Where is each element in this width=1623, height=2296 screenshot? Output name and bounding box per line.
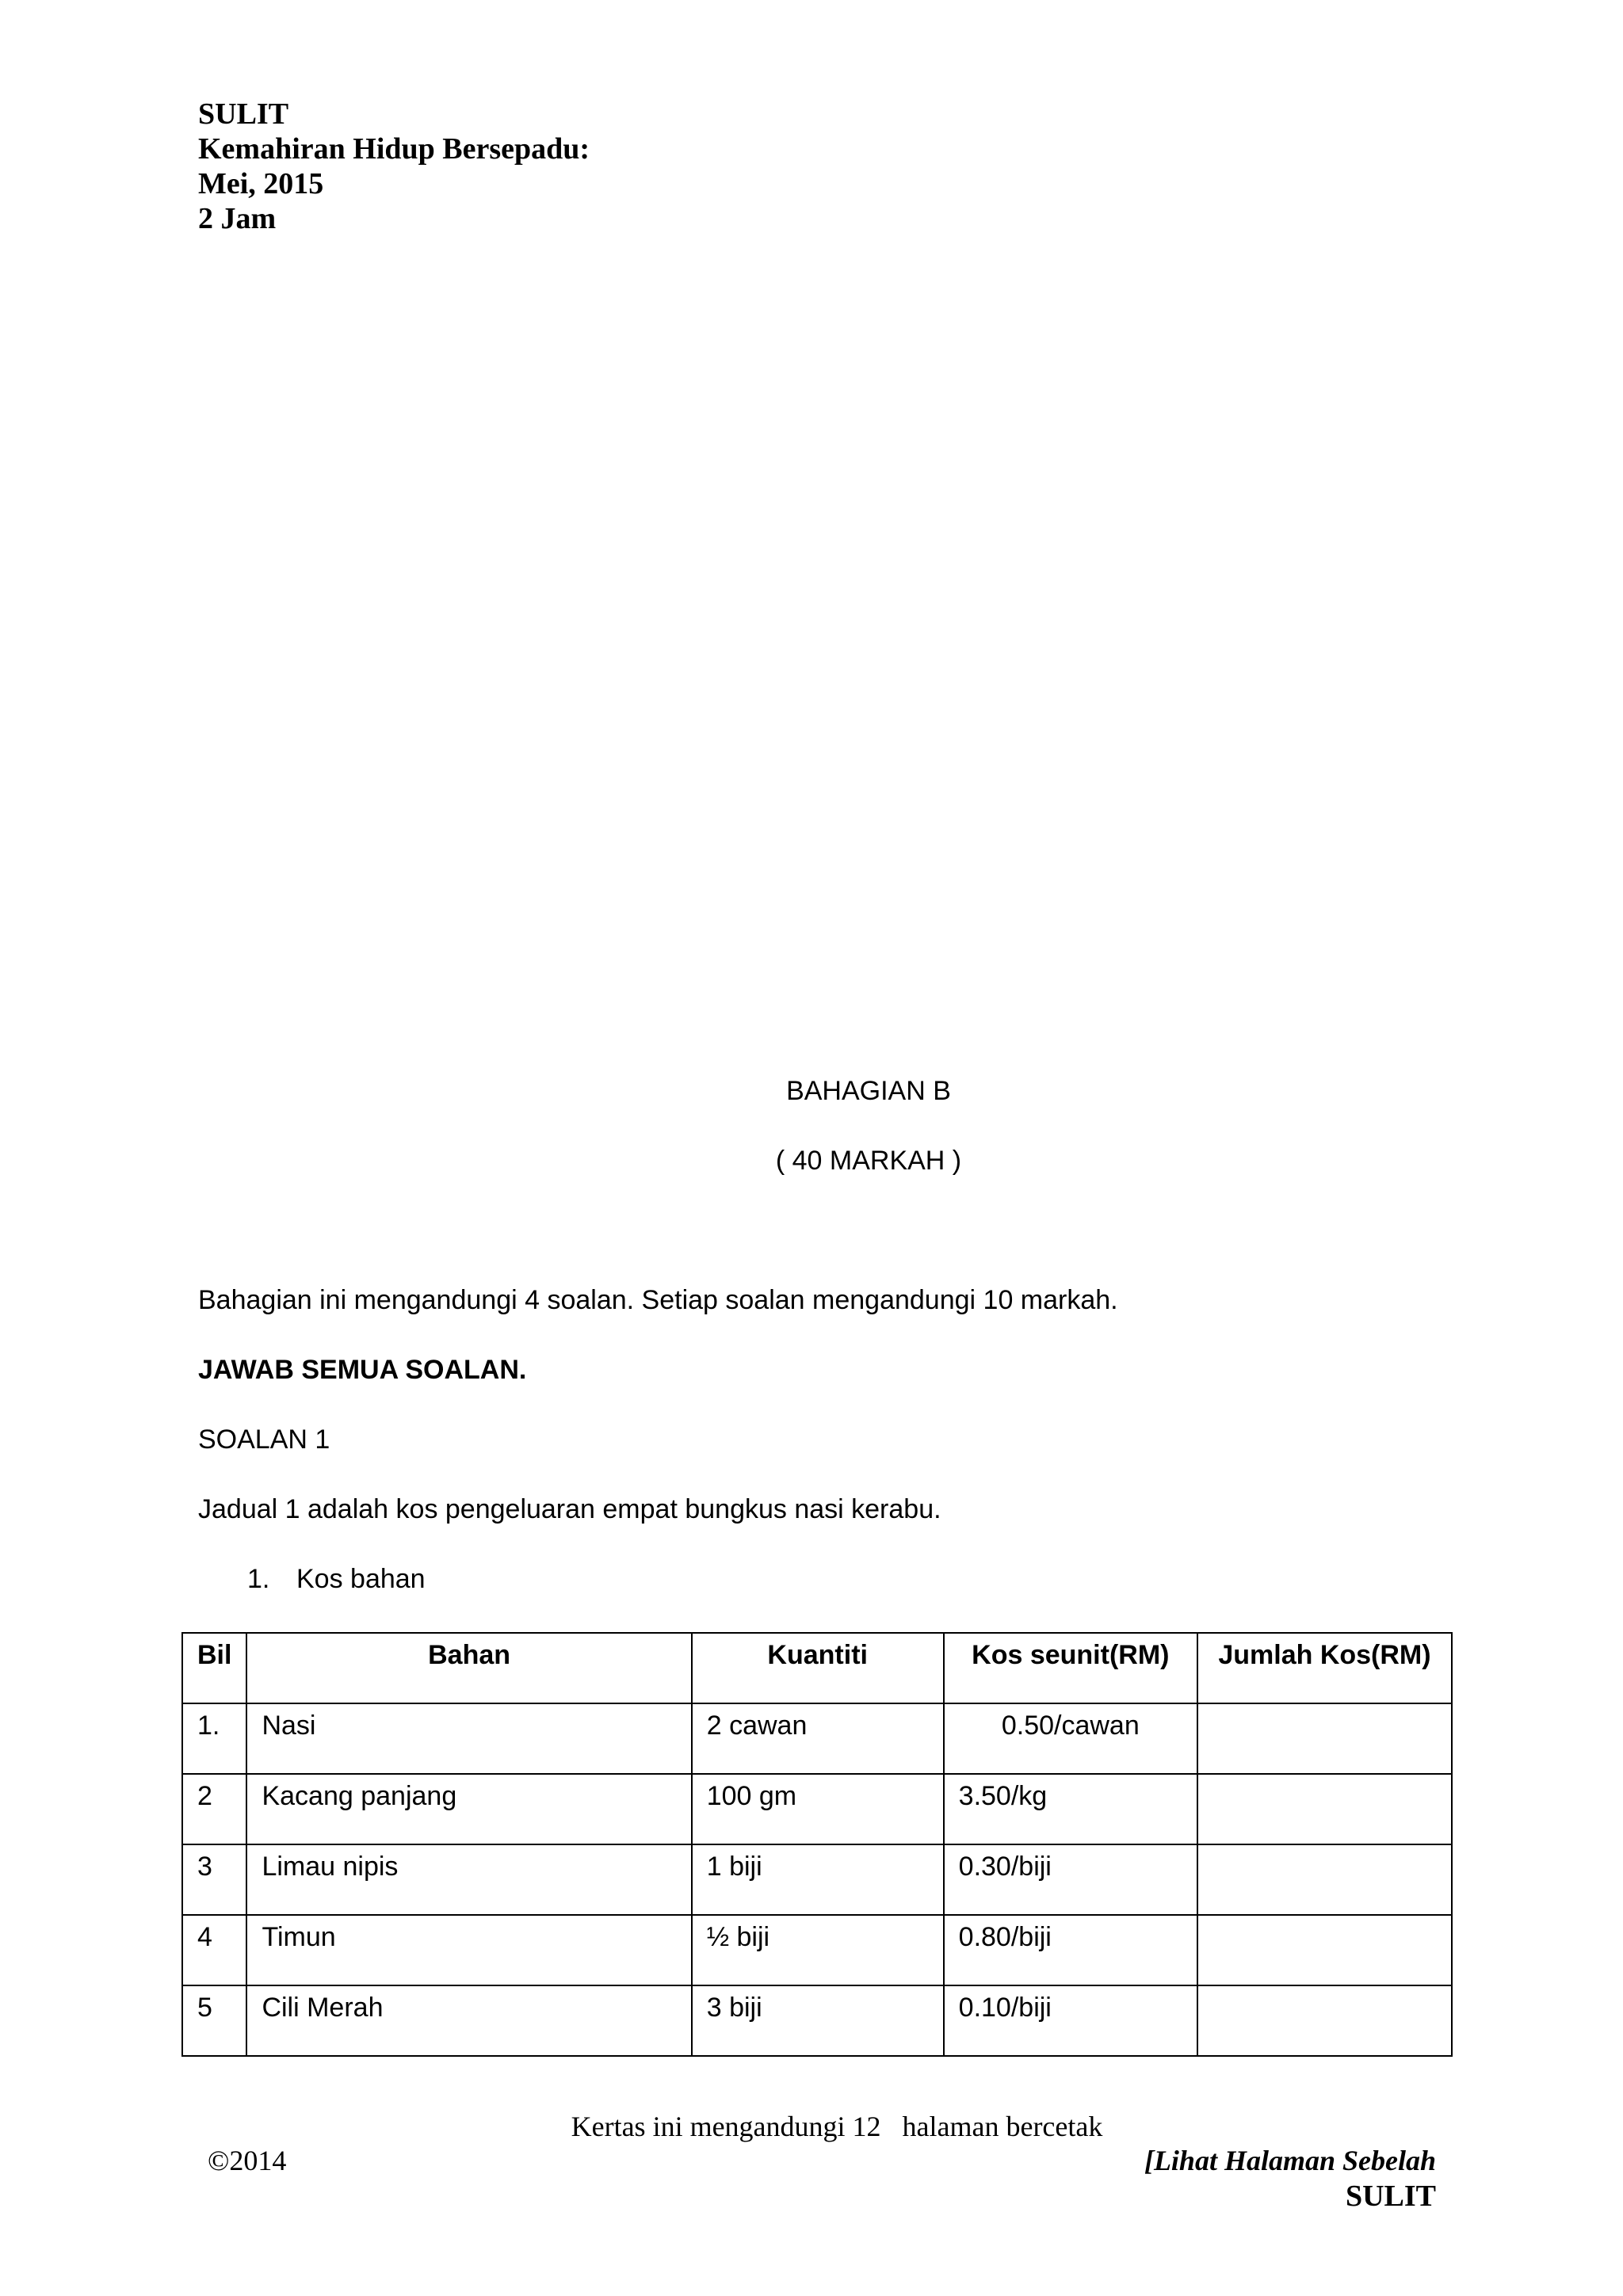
header-kos-seunit: Kos seunit(RM)	[944, 1633, 1197, 1703]
cell-kuantiti: 1 biji	[692, 1844, 944, 1915]
cell-kos-seunit: 0.30/biji	[944, 1844, 1197, 1915]
cell-bahan: Nasi	[246, 1703, 691, 1774]
cell-jumlah-kos	[1197, 1703, 1452, 1774]
cell-kuantiti: ½ biji	[692, 1915, 944, 1985]
cell-bil: 4	[182, 1915, 246, 1985]
cell-kos-seunit: 3.50/kg	[944, 1774, 1197, 1844]
next-page-note: [Lihat Halaman Sebelah	[1144, 2145, 1436, 2176]
answer-all-instruction: JAWAB SEMUA SOALAN.	[198, 1355, 527, 1385]
table-row	[182, 1915, 1452, 1985]
cell-jumlah-kos	[1197, 1985, 1452, 2056]
cell-kos-seunit: 0.10/biji	[944, 1985, 1197, 2056]
footer-classification: SULIT	[1345, 2180, 1436, 2213]
header-jumlah-kos: Jumlah Kos(RM)	[1197, 1633, 1452, 1703]
question-label: SOALAN 1	[198, 1425, 330, 1455]
table-row	[182, 1703, 1452, 1774]
list-label: Kos bahan	[296, 1564, 426, 1594]
header-kuantiti: Kuantiti	[692, 1633, 944, 1703]
list-number: 1.	[247, 1564, 270, 1594]
cell-bahan: Kacang panjang	[246, 1774, 691, 1844]
cell-kuantiti: 3 biji	[692, 1985, 944, 2056]
table-row	[182, 1844, 1452, 1915]
cell-kuantiti: 2 cawan	[692, 1703, 944, 1774]
cost-table	[181, 1632, 1453, 2057]
section-marks: ( 40 MARKAH )	[775, 1146, 962, 1176]
cell-bil: 2	[182, 1774, 246, 1844]
exam-duration: 2 Jam	[198, 202, 277, 235]
list-item-kos-bahan	[247, 1564, 426, 1595]
cell-jumlah-kos	[1197, 1774, 1452, 1844]
document-header	[198, 97, 590, 236]
copyright: ©2014	[208, 2145, 287, 2176]
cell-bil: 3	[182, 1844, 246, 1915]
cell-bahan: Limau nipis	[246, 1844, 691, 1915]
table-header-row	[182, 1633, 1452, 1703]
cell-jumlah-kos	[1197, 1844, 1452, 1915]
cell-bil: 5	[182, 1985, 246, 2056]
cell-bahan: Timun	[246, 1915, 691, 1985]
header-bil: Bil	[182, 1633, 246, 1703]
cell-kuantiti: 100 gm	[692, 1774, 944, 1844]
exam-date: Mei, 2015	[198, 167, 324, 200]
question-text: Jadual 1 adalah kos pengeluaran empat bungkus nasi kerabu.	[198, 1494, 941, 1524]
cell-bil: 1.	[182, 1703, 246, 1774]
cell-bahan: Cili Merah	[246, 1985, 691, 2056]
table-row	[182, 1985, 1452, 2056]
cell-kos-seunit: 0.50/cawan	[944, 1703, 1197, 1774]
table-row	[182, 1774, 1452, 1844]
subject-title: Kemahiran Hidup Bersepadu:	[198, 132, 590, 166]
classification-label: SULIT	[198, 97, 289, 131]
header-bahan: Bahan	[246, 1633, 691, 1703]
cell-kos-seunit: 0.80/biji	[944, 1915, 1197, 1985]
cell-jumlah-kos	[1197, 1915, 1452, 1985]
instructions-intro: Bahagian ini mengandungi 4 soalan. Setiap soalan mengandungi 10 markah.	[198, 1285, 1118, 1315]
section-title: BAHAGIAN B	[786, 1076, 951, 1106]
page-count-note: Kertas ini mengandungi 12 halaman bercetak	[571, 2111, 1103, 2142]
